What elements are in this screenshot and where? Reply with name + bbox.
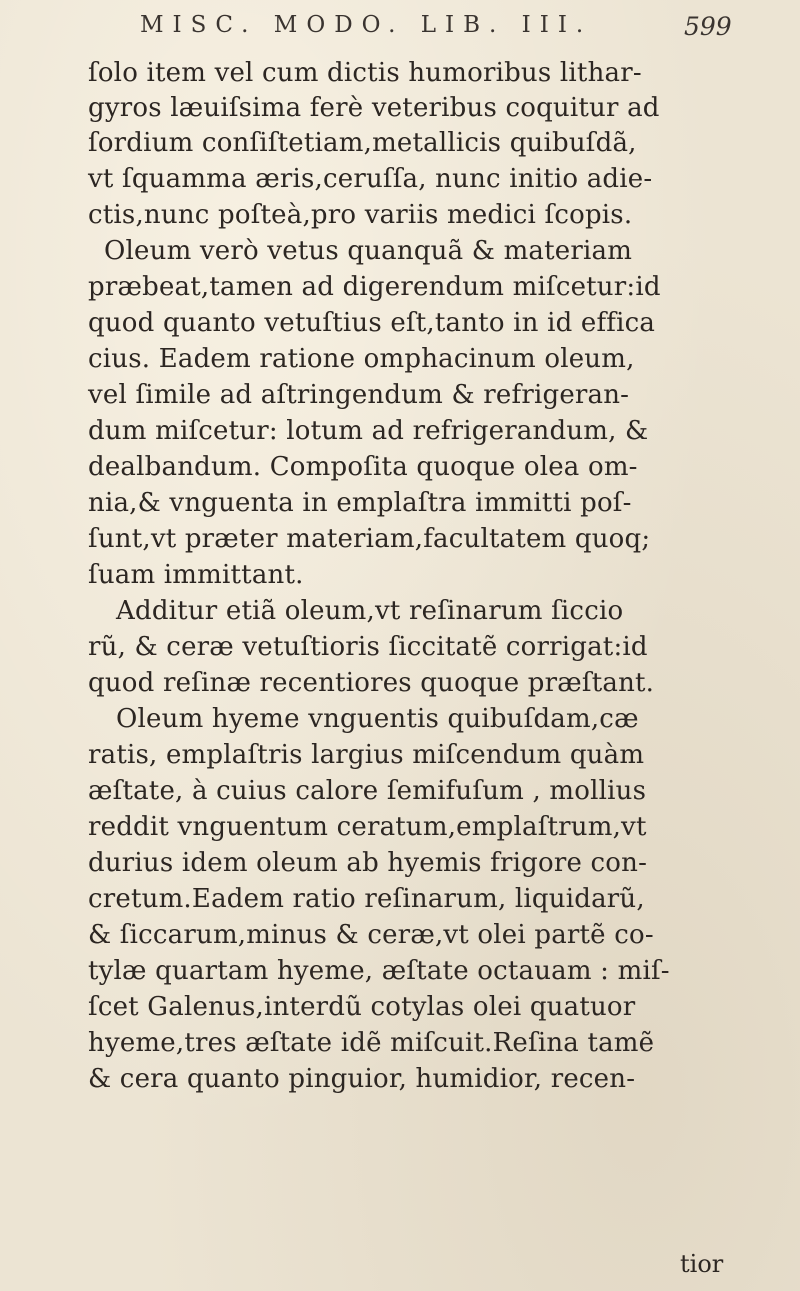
text-line: ratis, emplaſtris largius miſcendum quàm [88,740,645,770]
text-line: dum miſcetur: lotum ad refrigerandum, & [88,416,649,446]
text-line: cius. Eadem ratione omphacinum oleum, [88,344,635,374]
text-line: ſunt,vt præter materiam,facultatem quoq; [88,524,651,554]
text-line: ſolo item vel cum dictis humoribus lithar- [88,58,642,88]
text-line: quod quanto vetuſtius eſt,tanto in id effica [88,308,656,338]
text-line: ſcet Galenus,interdũ cotylas olei quatuor [88,992,636,1022]
page-number: 599 [684,12,732,41]
catchword: tior [680,1250,724,1278]
text-line: tylæ quartam hyeme, æſtate octauam : miſ- [88,956,670,986]
text-line: nia,& vnguenta in emplaſtra immitti poſ- [88,488,632,518]
text-line: ctis,nunc poſteà,pro variis medici ſcopis. [88,200,633,230]
text-line: durius idem oleum ab hyemis frigore con- [88,848,648,878]
text-line: & cera quanto pinguior, humidior, recen- [88,1064,636,1094]
text-line: ſuam immittant. [88,560,304,590]
text-line: dealbandum. Compoſita quoque olea om- [88,452,638,482]
text-line: ſordium conſiſtetiam,metallicis quibuſdã, [88,128,637,158]
text-line: Additur etiã oleum,vt reſinarum ſiccio [116,596,624,626]
text-line: Oleum hyeme vnguentis quibuſdam,cæ [116,704,639,734]
text-line: reddit vnguentum ceratum,emplaſtrum,vt [88,812,647,842]
text-line: cretum.Eadem ratio reſinarum, liquidarũ, [88,884,645,914]
text-line: quod reſinæ recentiores quoque præſtant. [88,668,655,698]
text-line: æſtate, à cuius calore ſemifuſum , mollius [88,776,647,806]
text-line: hyeme,tres æſtate idẽ miſcuit.Reſina tamẽ [88,1028,655,1058]
running-title: MISC. MODO. LIB. III. [140,12,593,38]
text-line: & ſiccarum,minus & ceræ,vt olei partẽ co- [88,920,654,950]
text-line: vt ſquamma æris,ceruſſa, nunc initio adie- [88,164,653,194]
text-line: præbeat,tamen ad digerendum miſcetur:id [88,272,661,302]
text-line: Oleum verò vetus quanquã & materiam [104,236,633,266]
text-line: rũ, & ceræ vetuſtioris ſiccitatẽ corrigat:id [88,632,648,662]
text-line: vel ſimile ad aſtringendum & refrigeran- [88,380,630,410]
text-line: gyros læuiſsima ferè veteribus coquitur ad [88,93,660,123]
